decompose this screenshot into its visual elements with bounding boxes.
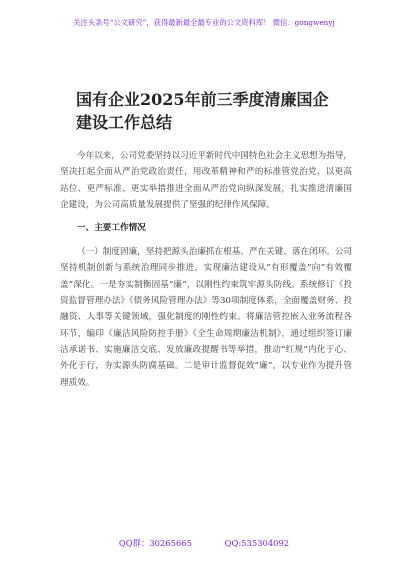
document-title xyxy=(76,88,346,134)
document-body xyxy=(60,148,352,398)
title-line-1: 国有企业2025年前三季度清廉国企 xyxy=(76,90,329,109)
footer-qq: QQ:535304092 xyxy=(224,538,290,548)
title-line-2: 建设工作总结 xyxy=(76,113,173,132)
intro-paragraph: 今年以来，公司党委坚持以习近平新时代中国特色社会主义思想为指导，坚决扛起全面从严治党政治责任，用改革精神和严的标准管党治党，以更高站位、更严标准、更实举措推进全面从严治党向纵深发展，扎实推进清廉国企建设，为公司高质量发展提供了坚强的纪律作风保障。 xyxy=(60,151,353,210)
section-heading: 一、主要工作情况 xyxy=(77,223,146,234)
footer-contact xyxy=(0,537,408,549)
section-paragraph: （一）制度固廉，坚持把源头治廉抓在根基、严在关键、落在闭环。公司坚持机制创新与系统治理同步推进，实现廉洁建设从“有形覆盖”向“有效覆盖”深化。一是夯实制衡固基“廉”，以刚性约束筑牢源头防线。系统修订《投资监督管理办法》《债务风险管理办法》等30项制度体系，全面覆盖财务、投融资、人事等关键领域，强化制度的刚性约束。将廉洁管控嵌入业务流程各环节，编印《廉洁风险防控手册》《全生命周期廉洁机制》，通过组织签订廉洁承诺书、实施廉洁交底、发放廉政提醒书等举措，推动“红规”内化于心、外化于行，夯实源头防腐基础。二是审计监督促效“廉”，以专业作为提升管理质效。 xyxy=(60,247,353,388)
footer-qq-group: QQ群：30265665 xyxy=(118,538,192,548)
header-note: 关注头条号“公文研究”，获得最新最全最专业的公文资料库！ 微信：gongwenyj xyxy=(73,18,335,27)
